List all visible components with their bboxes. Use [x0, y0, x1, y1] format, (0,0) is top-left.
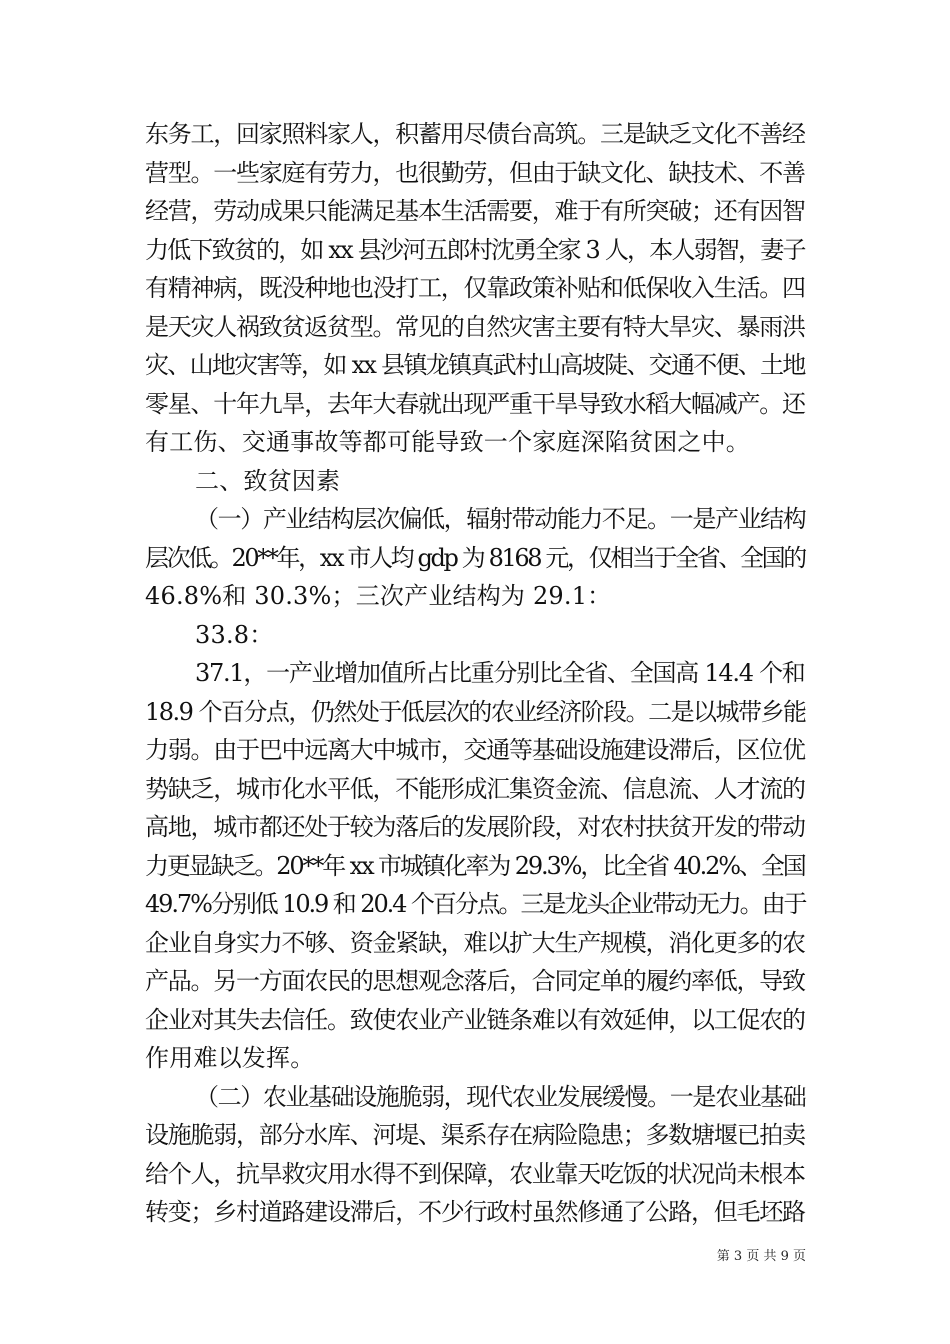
text-line: 是天灾人祸致贫返贫型。常见的自然灾害主要有特大旱灾、暴雨洪	[145, 312, 805, 341]
text-line: 势缺乏，城市化水平低，不能形成汇集资金流、信息流、人才流的	[145, 774, 805, 803]
text-line: 46.8%和 30.3%；三次产业结构为 29.1：	[145, 582, 612, 610]
text-line: 力更显缺乏。20**年 xx 市城镇化率为 29.3%，比全省 40.2%、全国	[145, 851, 805, 880]
text-line: 企业自身实力不够、资金紧缺，难以扩大生产规模，消化更多的农	[145, 928, 805, 957]
text-line: 企业对其失去信任。致使农业产业链条难以有效延伸，以工促农的	[145, 1005, 805, 1034]
text-line: 层次低。20**年，xx 市人均 gdp 为 8168 元，仅相当于全省、全国的	[145, 543, 805, 572]
text-line: 作用难以发挥。	[145, 1044, 315, 1072]
text-line: 灾、山地灾害等，如 xx 县镇龙镇真武村山高坡陡、交通不便、土地	[145, 351, 805, 379]
text-line: 产品。另一方面农民的思想观念落后，合同定单的履约率低，导致	[145, 967, 805, 995]
text-line: 东务工，回家照料家人，积蓄用尽债台高筑。三是缺乏文化不善经	[145, 120, 805, 148]
text-line: 有工伤、交通事故等都可能导致一个家庭深陷贫困之中。	[145, 428, 750, 456]
text-line: 转变；乡村道路建设滞后，不少行政村虽然修通了公路，但毛坯路	[145, 1198, 805, 1226]
section-heading: 二、致贫因素	[195, 466, 341, 495]
text-line: 18.9 个百分点，仍然处于低层次的农业经济阶段。二是以城带乡能	[145, 697, 806, 726]
text-line: 力弱。由于巴中远离大中城市，交通等基础设施建设滞后，区位优	[145, 736, 805, 764]
page-number-footer: 第 3 页 共 9 页	[716, 1249, 806, 1264]
text-line: 49.7%分别低 10.9 和 20.4 个百分点。三是龙头企业带动无力。由于	[145, 890, 806, 918]
text-line: 经营，劳动成果只能满足基本生活需要，难于有所突破；还有因智	[145, 197, 805, 225]
text-line: 33.8：	[195, 620, 274, 649]
text-line: 37.1，一产业增加值所占比重分别比全省、全国高 14.4 个和	[195, 659, 805, 687]
text-line: 营型。一些家庭有劳力，也很勤劳，但由于缺文化、缺技术、不善	[145, 158, 805, 187]
text-line: 有精神病，既没种地也没打工，仅靠政策补贴和低保收入生活。四	[145, 274, 805, 302]
text-line: 高地，城市都还处于较为落后的发展阶段，对农村扶贫开发的带动	[145, 813, 805, 841]
subsection-heading: （一）产业结构层次偏低，辐射带动能力不足。一是产业结构	[195, 505, 806, 533]
text-line: 给个人，抗旱救灾用水得不到保障，农业靠天吃饭的状况尚未根本	[145, 1159, 805, 1188]
text-line: 设施脆弱，部分水库、河堤、渠系存在病险隐患；多数塘堰已拍卖	[145, 1121, 805, 1149]
subsection-heading: （二）农业基础设施脆弱，现代农业发展缓慢。一是农业基础	[195, 1082, 806, 1111]
text-line: 零星、十年九旱，去年大春就出现严重干旱导致水稻大幅减产。还	[145, 389, 805, 418]
text-line: 力低下致贫的，如 xx 县沙河五郎村沈勇全家 3 人，本人弱智，妻子	[145, 235, 805, 264]
